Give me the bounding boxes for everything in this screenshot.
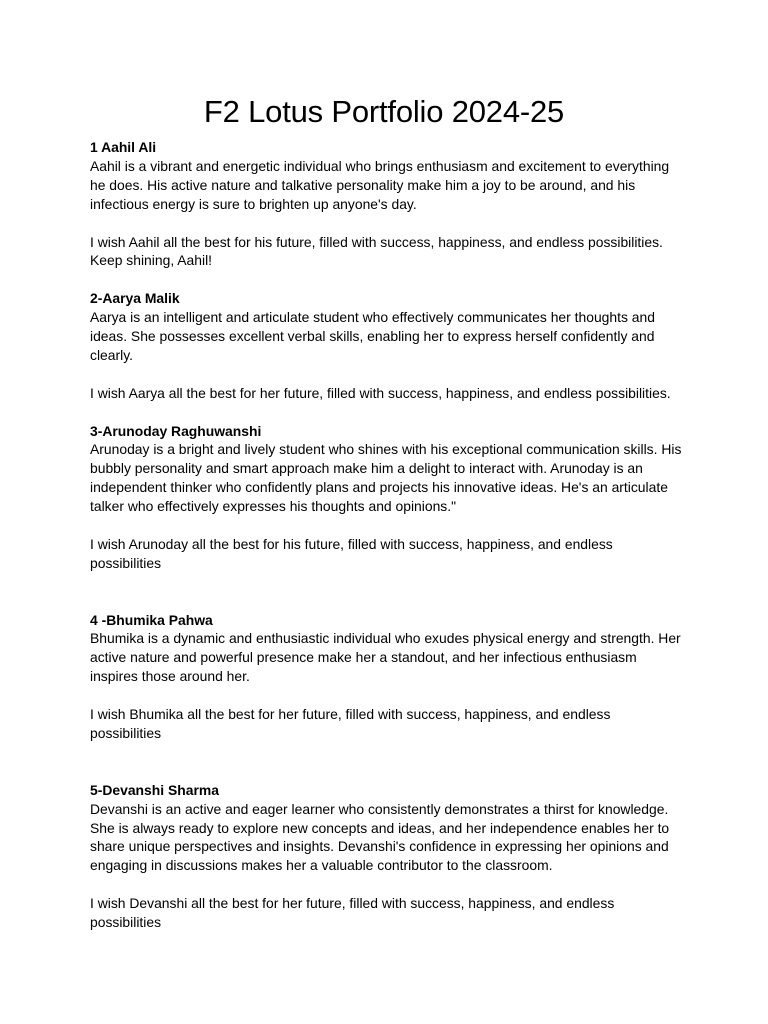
student-name: 3-Arunoday Raghuwanshi bbox=[90, 422, 262, 439]
student-entries bbox=[90, 138, 685, 932]
student-entry-aahil bbox=[90, 138, 685, 270]
student-wish: I wish Aahil all the best for his future, filled with success, happiness, and endless possibilities. Keep shining, Aahil! bbox=[90, 233, 663, 269]
student-entry-bhumika bbox=[90, 611, 685, 743]
student-name: 4 -Bhumika Pahwa bbox=[90, 611, 213, 628]
entry-spacer bbox=[90, 743, 685, 781]
entry-spacer bbox=[90, 573, 685, 611]
document-title: F2 Lotus Portfolio 2024-25 bbox=[203, 94, 565, 129]
student-name: 5-Devanshi Sharma bbox=[90, 781, 219, 798]
student-wish: I wish Arunoday all the best for his future, filled with success, happiness, and endless possibilities bbox=[90, 535, 613, 571]
student-description: Devanshi is an active and eager learner who consistently demonstrates a thirst for knowledge. She is always ready to explore new concepts and ideas, and her independence enables her to share unique perspectives and insights. Devanshi's confidence in expressing her opinions and engaging in discussions makes her a valuable contributor to the classroom. bbox=[90, 800, 670, 874]
student-entry-devanshi bbox=[90, 781, 685, 932]
entry-spacer bbox=[90, 270, 685, 289]
student-wish: I wish Aarya all the best for her future, filled with success, happiness, and endless possibilities. bbox=[90, 384, 671, 401]
student-wish: I wish Bhumika all the best for her future, filled with success, happiness, and endless possibilities bbox=[90, 706, 611, 741]
student-description: Aahil is a vibrant and energetic individual who brings enthusiasm and excitement to everything he does. His active nature and talkative personality make him a joy to be around, and his infectious energy is sure to brighten up anyone's day. bbox=[90, 157, 670, 212]
student-wish: I wish Devanshi all the best for her future, filled with success, happiness, and endless possibilities bbox=[90, 895, 615, 931]
entry-spacer bbox=[90, 403, 685, 422]
student-entry-aarya bbox=[90, 289, 685, 402]
student-entry-arunoday bbox=[90, 422, 685, 573]
student-description: Aarya is an intelligent and articulate student who effectively communicates her thoughts and ideas. She possesses excellent verbal skills, enabling her to express herself confidently and clearly. bbox=[90, 309, 655, 363]
student-description: Bhumika is a dynamic and enthusiastic individual who exudes physical energy and strength. Her active nature and powerful presence make her a standout, and her infectious enthusiasm inspires those around her. bbox=[90, 630, 681, 685]
student-name: 1 Aahil Ali bbox=[90, 139, 157, 155]
student-name: 2-Aarya Malik bbox=[90, 290, 180, 307]
student-description: Arunoday is a bright and lively student who shines with his exceptional communication skills. His bubbly personality and smart approach make him a delight to interact with. Arunoday is an independent thinker who confidently plans and projects his innovative ideas. He's an articulate talker who effectively expresses his thoughts and opinions." bbox=[90, 441, 682, 515]
